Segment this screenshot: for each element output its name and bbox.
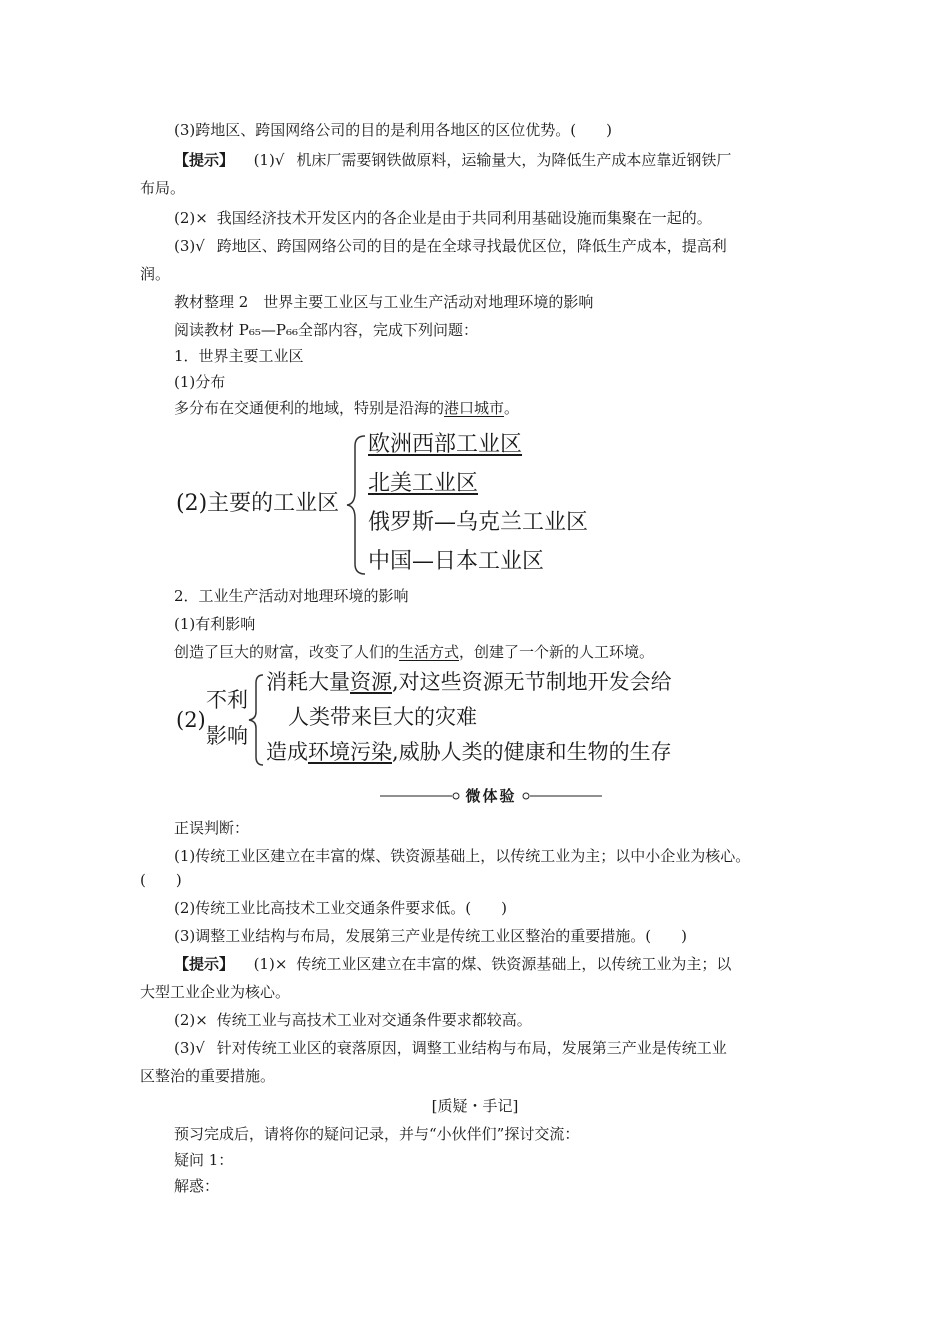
answer-1-text: 传统工业区建立在丰富的煤、铁资源基础上，以传统工业为主；以 (296, 955, 732, 973)
answer-2-text: 传统工业与高技术工业对交通条件要求都较高。 (216, 1011, 532, 1029)
region-2: 北美工业区 (368, 471, 479, 496)
hint-3 (174, 234, 727, 258)
hint-3-line-2: 润。 (140, 265, 171, 283)
region-4: 中国—日本工业区 (368, 549, 545, 574)
hint-3-text: 跨地区、跨国网络公司的目的是在全球寻找最优区位，降低生产成本，提高利 (216, 237, 727, 255)
unfavorable-number: (2) (176, 708, 206, 732)
micro-experience-title: 微体验 (465, 787, 517, 805)
favorable-text (174, 640, 654, 664)
answer-1-line-2: 大型工业企业为核心。 (140, 983, 291, 1001)
hint-2 (174, 206, 712, 230)
hint-2-text: 我国经济技术开发区内的各企业是由于共同利用基础设施而集聚在一起的。 (216, 209, 712, 227)
subheading-2: 2．工业生产活动对地理环境的影响 (174, 587, 409, 605)
hint-1-text: 机床厂需要钢铁做原料，运输量大，为降低生产成本应靠近钢铁厂 (296, 151, 732, 169)
answer-2 (174, 1008, 532, 1032)
notes-title: [质疑・手记] (431, 1097, 519, 1115)
distribution-suffix: 。 (504, 399, 520, 417)
judge-q1-line-2: ( ) (140, 871, 182, 889)
answer-1 (174, 952, 731, 976)
judge-prompt: 正误判断： (174, 819, 250, 837)
section-intro: 阅读教材 P₆₅—P₆₆全部内容，完成下列问题： (174, 321, 479, 339)
judge-q2: (2)传统工业比高技术工业交通条件要求低。( ) (174, 899, 507, 917)
unfavorable-line-2: 人类带来巨大的灾难 (288, 705, 477, 729)
hint-3-mark: (3)√ (174, 237, 205, 255)
unfavorable-label-1: 不利 (206, 688, 248, 712)
hint-1-mark: (1)√ (253, 151, 285, 169)
answer-3-text: 针对传统工业区的衰落原因，调整工业结构与布局，发展第三产业是传统工业 (216, 1039, 727, 1057)
hint-1 (174, 148, 731, 172)
judge-q1: (1)传统工业区建立在丰富的煤、铁资源基础上，以传统工业为主；以中小企业为核心。 (174, 847, 751, 865)
section-heading: 教材整理 2 世界主要工业区与工业生产活动对地理环境的影响 (174, 293, 594, 311)
unfavorable-line-3: 造成环境污染,威胁人类的健康和生物的生存 (266, 740, 672, 764)
answer-label: 解惑： (174, 1177, 220, 1195)
hint-2-mark: (2)× (174, 209, 208, 227)
answer-3 (174, 1036, 727, 1060)
micro-experience-divider (380, 784, 602, 808)
hint-1-line-2: 布局。 (140, 179, 186, 197)
subheading-1-1: (1)分布 (174, 373, 226, 391)
answer-3-mark: (3)√ (174, 1039, 205, 1057)
answer-hint-label: 【提示】 (174, 955, 235, 973)
unfavorable-label-2: 影响 (206, 724, 248, 748)
subheading-2-1: (1)有利影响 (174, 615, 256, 633)
distribution-prefix: 多分布在交通便利的地域，特别是沿海的 (174, 399, 445, 417)
main-regions-label: (2)主要的工业区 (176, 491, 340, 516)
curly-brace-icon (345, 432, 369, 578)
answer-3-line-2: 区整治的重要措施。 (140, 1067, 276, 1085)
unfavorable-line-1: 消耗大量资源,对这些资源无节制地开发会给 (266, 670, 672, 694)
underlined-lifestyle: 生活方式 (399, 643, 460, 661)
question-1-label: 疑问 1： (174, 1151, 234, 1169)
answer-2-mark: (2)× (174, 1011, 208, 1029)
notes-intro: 预习完成后，请将你的疑问记录，并与“小伙伴们”探讨交流： (174, 1125, 580, 1143)
favorable-prefix: 创造了巨大的财富，改变了人们的 (174, 643, 400, 661)
question-3: (3)跨地区、跨国网络公司的目的是利用各地区的区位优势。( ) (174, 121, 612, 139)
underlined-port-cities: 港口城市 (444, 399, 505, 417)
curly-brace-icon-2 (247, 672, 267, 768)
judge-q3: (3)调整工业结构与布局，发展第三产业是传统工业区整治的重要措施。( ) (174, 927, 687, 945)
hint-label: 【提示】 (174, 151, 235, 169)
favorable-suffix: ，创建了一个新的人工环境。 (459, 643, 655, 661)
region-1: 欧洲西部工业区 (368, 432, 523, 457)
subheading-1: 1．世界主要工业区 (174, 347, 304, 365)
region-3: 俄罗斯—乌克兰工业区 (368, 510, 589, 535)
distribution-text (174, 396, 519, 420)
answer-1-mark: (1)× (253, 955, 288, 973)
